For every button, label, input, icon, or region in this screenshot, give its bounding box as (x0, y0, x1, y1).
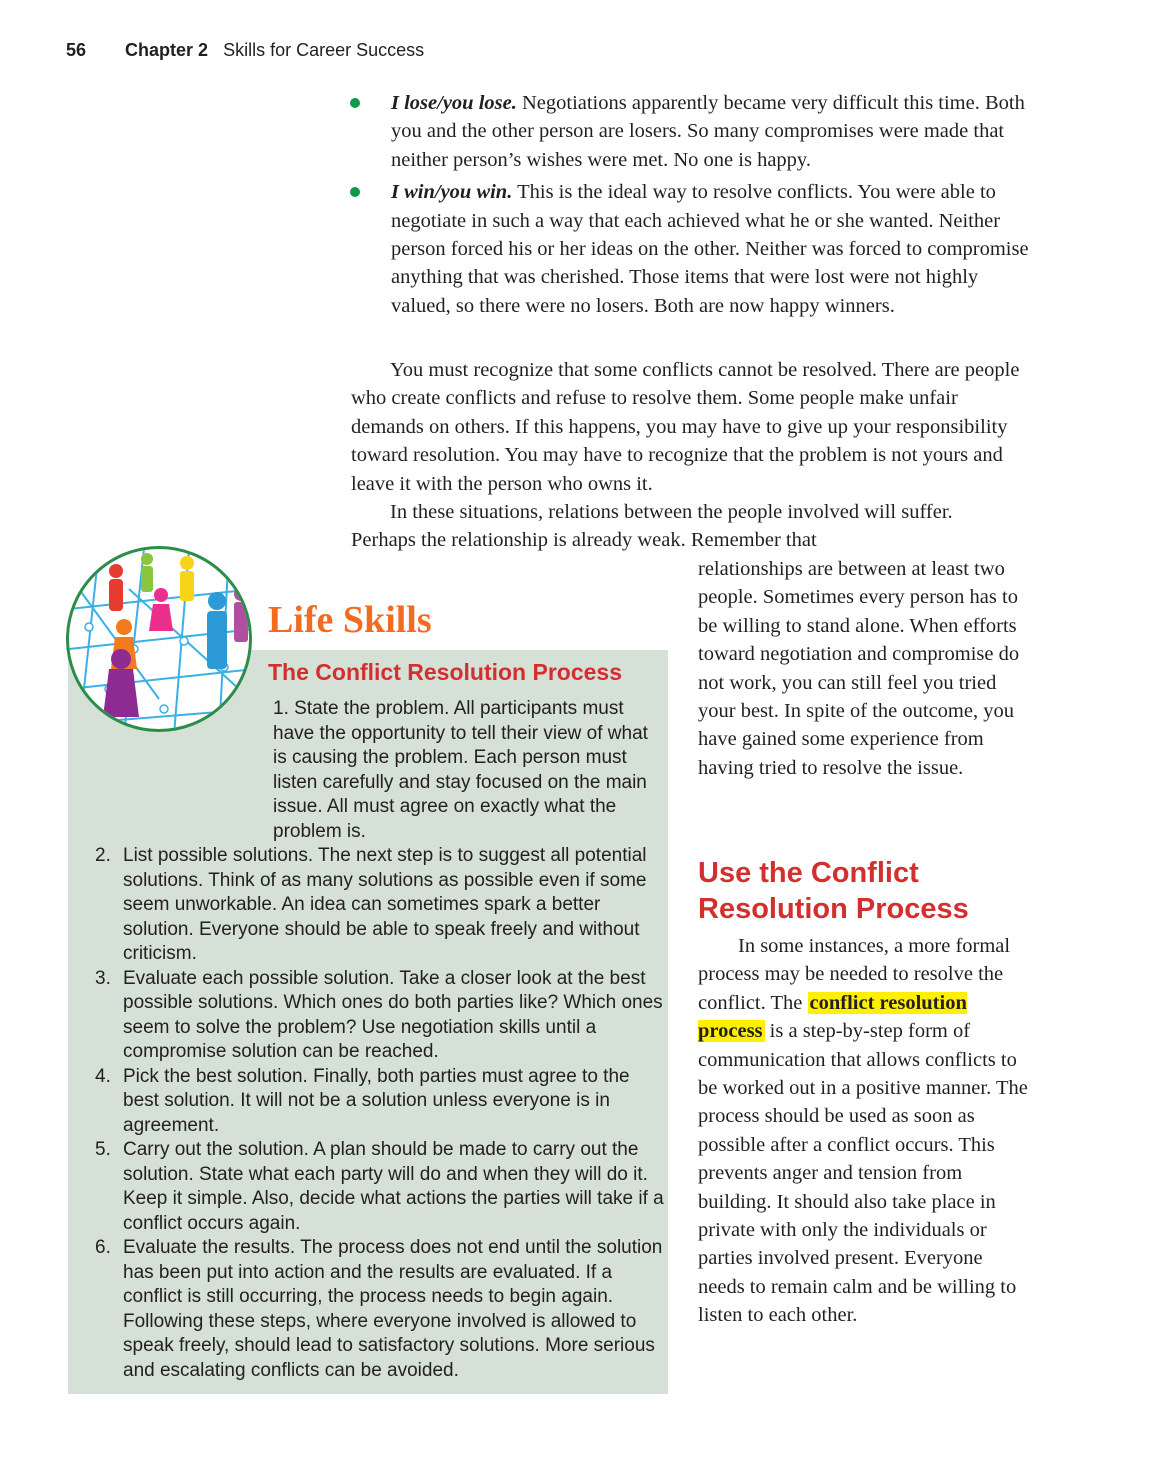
step-text: Evaluate the results. The process does not end until the solution has been put into action and the results are evaluated. If a conflict is still occurring, the process needs to begin again. Following these steps, where everyone involved is allowed to speak freely, should lead to satisfactory solutions. More serious and escalating conflicts can be avoided. (123, 1237, 663, 1381)
section-heading: Use the Conflict Resolution Process (698, 857, 969, 925)
body-paragraph-continued: relationships are between at least two people. Sometimes every person has to be willing to stand alone. When efforts toward negotiation and compromise do not work, you can still feel you tried your best. In spite of the outcome, you have gained some experience from having tried to resolve the issue. (698, 558, 1020, 779)
step-text: Evaluate each possible solution. Take a closer look at the best possible solutions. Which ones do both parties like? Which ones seem to solve the problem? Use negotiation skills until a compromise solution can be reached. (123, 967, 663, 1062)
step-item (95, 1236, 665, 1383)
bullet-dot-icon (350, 98, 360, 108)
step-text: Pick the best solution. Finally, both parties must agree to the best solution. It will not be a solution unless everyone is in agreement. (123, 1065, 630, 1136)
step-item (95, 844, 665, 967)
step-item (95, 1065, 665, 1139)
step-text: List possible solutions. The next step is to suggest all potential solutions. Think of as many solutions as possible even if some seem unworkable. An idea can sometimes spark a better solution. Everyone should be able to speak freely and without criticism. (123, 845, 647, 964)
step-number: 5. (95, 1139, 111, 1160)
bullet-item (342, 178, 1032, 320)
bullet-text: Negotiations apparently became very difficult this time. Both you and the other person are losers. So many compromises were made that neither person’s wishes were met. No one is happy. (391, 92, 1025, 171)
step-item (95, 1138, 665, 1236)
chapter-label: Chapter 2 (125, 40, 209, 60)
page-number: 56 (66, 40, 87, 60)
bullet-text: This is the ideal way to resolve conflicts. You were able to negotiate in such a way that each achieved what he or she wanted. Neither person forced his or her ideas on the other. Neither was forced to compromise anything that was cherished. Those items that were lost were not highly valued, so there were no losers. Both are now happy winners. (391, 181, 1029, 317)
section-paragraph (698, 932, 1028, 1330)
step-number: 1. (273, 698, 289, 719)
step-wrap (123, 697, 665, 844)
conflict-resolution-steps (95, 697, 665, 1383)
step-number: 6. (95, 1237, 111, 1258)
body-paragraph: You must recognize that some conflicts cannot be resolved. There are people who create conflicts and refuse to resolve them. Some people make unfair demands on others. If this happens, you may have to give up your responsibility toward resolution. You may have to recognize that the problem is not yours and leave it with the person who owns it. (351, 359, 1020, 495)
step-number: 4. (95, 1065, 111, 1087)
section-text-before: In some instances, a more formal process may be needed to resolve the conflict. The (698, 935, 1011, 1014)
life-skills-title: Life Skills (268, 599, 432, 641)
key-term-highlight: conflict resolution process (698, 991, 967, 1043)
bullet-dot-icon (350, 187, 360, 197)
life-skills-subtitle: The Conflict Resolution Process (268, 659, 622, 685)
bullet-item (342, 89, 1032, 174)
outcome-bullet-list (342, 89, 1032, 324)
step-item (95, 697, 665, 844)
step-text: Carry out the solution. A plan should be made to carry out the solution. State what each party will do and when they will do it. Keep it simple. Also, decide what actions the parties will take if a conflict occurs again. (123, 1139, 664, 1234)
step-text: State the problem. All participants must have the opportunity to tell their view of what is causing the problem. Each person must listen carefully and stay focused on the main issue. All must agree on exactly what the problem is. (273, 698, 648, 842)
bullet-lead: I win/you win. (391, 181, 513, 204)
step-number: 3. (95, 967, 111, 989)
section-text-after: is a step-by-step form of communication that allows conflicts to be worked out in a positive manner. The process should be used as soon as possible after a conflict occurs. This prevents anger and tension from building. It should also take place in private with only the individuals or parties involved present. Everyone needs to remain calm and be willing to listen to each other. (698, 1020, 1028, 1327)
bullet-lead: I lose/you lose. (391, 92, 517, 114)
step-number: 2. (95, 845, 111, 866)
step-item (95, 967, 665, 1065)
running-header (66, 40, 424, 61)
body-paragraph: In these situations, relations between the people involved will suffer. Perhaps the relationship is already weak. Remember that (351, 501, 953, 552)
chapter-title: Skills for Career Success (223, 40, 425, 60)
